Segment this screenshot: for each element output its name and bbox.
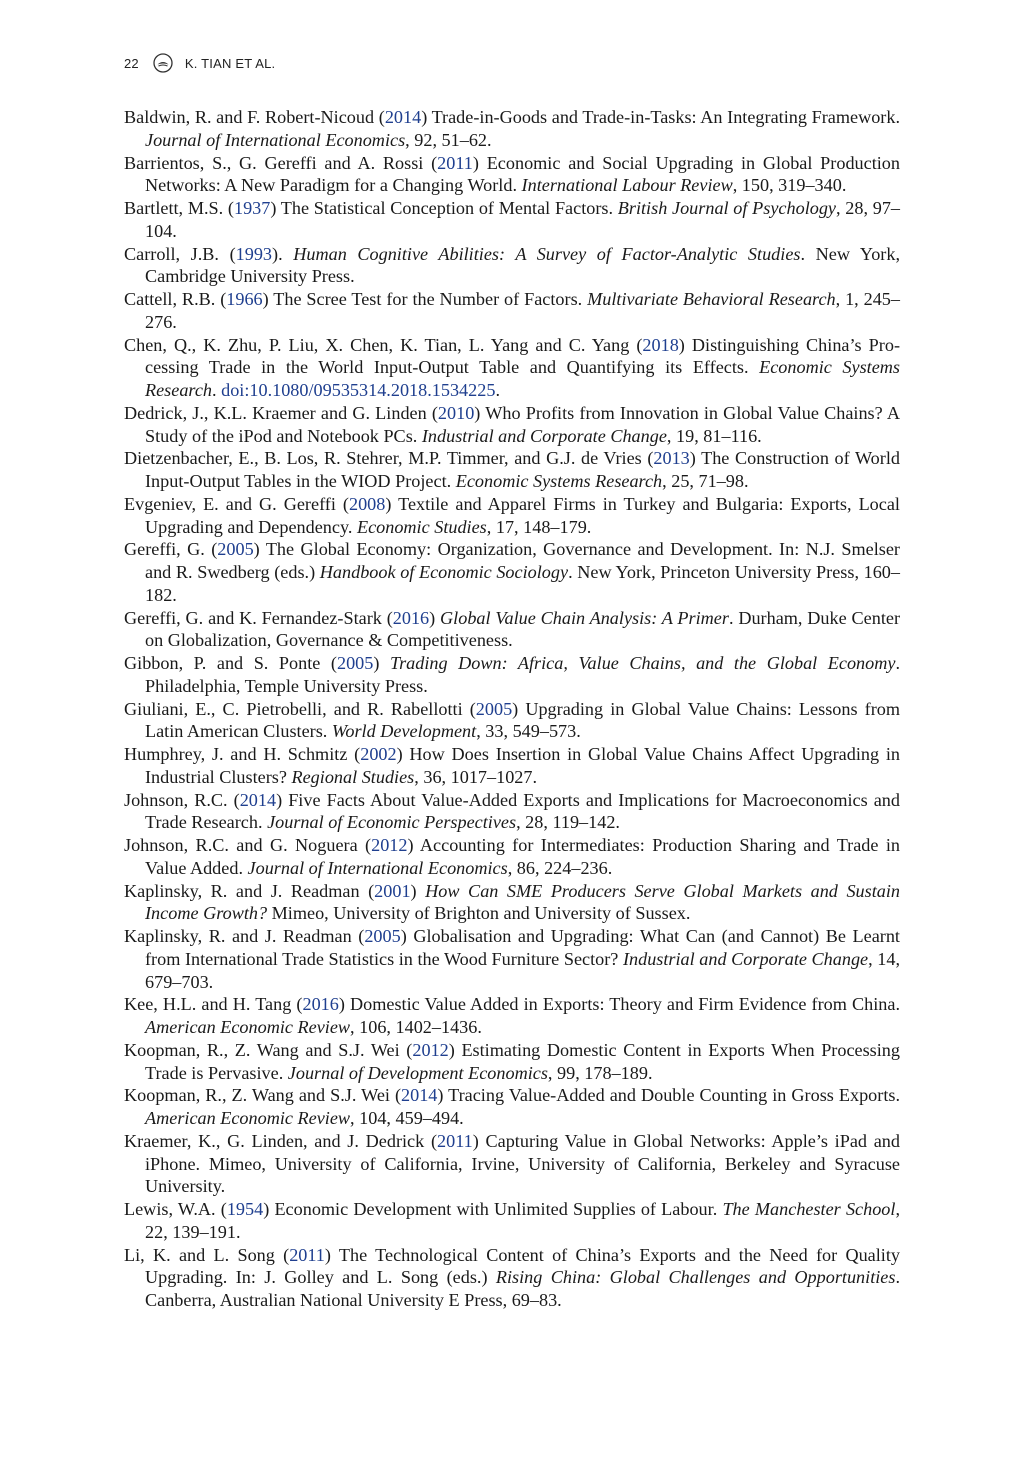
journal-logo-icon <box>153 53 173 73</box>
reference-authors: Carroll, J.B. ( <box>124 243 236 264</box>
reference-year-link[interactable]: 2018 <box>642 334 679 355</box>
reference-title: ) Estimating Domestic Content in Exports When Processing Trade is Pervasive. <box>145 1039 900 1083</box>
reference-source: Handbook of Economic Sociology <box>319 562 569 582</box>
reference-title: ) Capturing Value in Global Networks: Apple’s iPad and iPhone. Mimeo, University of California, Irvine, University of California, Berkeley and Syracuse University. <box>145 1130 900 1197</box>
reference-entry <box>124 1084 900 1130</box>
reference-year-link[interactable]: 1966 <box>226 289 263 309</box>
reference-authors: Gibbon, P. and S. Ponte ( <box>124 653 337 673</box>
reference-details: , 33, 549–573. <box>476 721 581 742</box>
reference-title: ) The Technological Content of China’s Exports and the Need for Quality Upgrading. In: J. Golley and L. Song (eds.) <box>145 1244 900 1288</box>
reference-details: . New York, Cambridge University Press. <box>145 243 901 287</box>
reference-details: , 106, 1402–1436. <box>350 1017 482 1037</box>
reference-entry <box>124 1039 900 1085</box>
reference-entry <box>124 402 900 448</box>
reference-title: ) The Statistical Conception of Mental Factors. <box>270 198 618 218</box>
reference-authors: Barrientos, S., G. Gereffi and A. Rossi ( <box>124 152 438 173</box>
reference-source: Trading Down: Africa, Value Chains, and the Global Economy <box>389 653 896 673</box>
reference-end: . <box>495 380 500 400</box>
reference-year-link[interactable]: 2005 <box>364 926 401 946</box>
reference-details: , 92, 51–62. <box>405 129 492 150</box>
page-number: 22 <box>124 55 139 71</box>
reference-details: , 22, 139–191. <box>145 1199 900 1242</box>
reference-year-link[interactable]: 2005 <box>217 539 254 560</box>
reference-year-link[interactable]: 2014 <box>239 789 277 810</box>
reference-authors: Cattell, R.B. ( <box>124 289 227 309</box>
reference-year-link[interactable]: 2010 <box>437 402 475 423</box>
reference-source: Economic Systems Research <box>145 357 900 400</box>
reference-details: , 104, 459–494. <box>350 1108 464 1128</box>
reference-authors: Gereffi, G. ( <box>124 539 218 560</box>
reference-source: International Labour Review <box>521 175 733 196</box>
reference-year-link[interactable]: 2016 <box>392 607 430 628</box>
reference-details: , 25, 71–98. <box>662 471 749 491</box>
running-head <box>124 50 275 76</box>
reference-authors: Johnson, R.C. and G. Noguera ( <box>124 835 372 855</box>
reference-authors: Kraemer, K., G. Linden, and J. Dedrick ( <box>124 1130 438 1151</box>
reference-authors: Koopman, R., Z. Wang and S.J. Wei ( <box>124 1085 402 1106</box>
reference-year-link[interactable]: 2011 <box>437 152 473 173</box>
reference-year-link[interactable]: 2014 <box>384 107 422 127</box>
reference-details: . Durham, Duke Center on Globalization, Governance & Competitiveness. <box>145 607 901 651</box>
reference-source: American Economic Review <box>145 1017 351 1037</box>
reference-year-link[interactable]: 2002 <box>360 744 397 764</box>
reference-source: World Development <box>331 721 477 742</box>
reference-authors: Dietzenbacher, E., B. Los, R. Stehrer, M.P. Timmer, and G.J. de Vries ( <box>124 448 654 469</box>
reference-source: British Journal of Psychology <box>617 198 837 218</box>
reference-entry <box>124 538 900 606</box>
reference-year-link[interactable]: 2013 <box>653 448 690 469</box>
reference-year-link[interactable]: 2014 <box>401 1085 438 1106</box>
reference-details: , 99, 178–189. <box>547 1062 653 1083</box>
reference-title: ) Distinguishing China’s Processing Trade in the World Input-Output Table and Quantifying its Effects. <box>145 334 900 378</box>
reference-details: , 36, 1017–1027. <box>414 766 538 787</box>
reference-year-link[interactable]: 2005 <box>336 653 374 673</box>
reference-year-link[interactable]: 2005 <box>475 698 513 719</box>
reference-authors: Humphrey, J. and H. Schmitz ( <box>124 744 361 764</box>
reference-year-link[interactable]: 2016 <box>302 994 339 1015</box>
reference-year-link[interactable]: 2012 <box>412 1039 449 1060</box>
reference-details: , 28, 97–104. <box>145 198 901 241</box>
reference-entry <box>124 698 900 744</box>
reference-source: Journal of Economic Perspectives <box>267 812 517 833</box>
reference-entry <box>124 880 900 926</box>
reference-authors: Li, K. and L. Song ( <box>124 1244 290 1265</box>
reference-source: American Economic Review <box>145 1108 351 1128</box>
reference-entry <box>124 1198 900 1244</box>
reference-doi-link[interactable]: doi:10.1080/09535314.2018.1534225 <box>221 380 496 400</box>
reference-title: ) The Global Economy: Organization, Governance and Development. In: N.J. Smelser and R. Swedberg (eds.) <box>145 539 900 582</box>
reference-title: ) How Does Insertion in Global Value Chains Affect Upgrading in Industrial Clusters? <box>145 744 900 787</box>
reference-list <box>124 106 900 1312</box>
reference-title: ) The Construction of World Input-Output Tables in the WIOD Project. <box>145 448 900 491</box>
reference-entry <box>124 925 900 993</box>
reference-year-link[interactable]: 1937 <box>233 198 271 218</box>
reference-source: Regional Studies <box>291 766 415 787</box>
reference-entry <box>124 243 900 289</box>
reference-source: Journal of International Economics <box>247 857 508 878</box>
reference-authors: Kee, H.L. and H. Tang ( <box>124 994 303 1015</box>
reference-title: ) The Scree Test for the Number of Factors. <box>262 289 588 309</box>
reference-source: Rising China: Global Challenges and Opportunities <box>495 1267 896 1288</box>
reference-source: Journal of International Economics <box>145 129 406 150</box>
reference-title: ) <box>373 653 390 673</box>
reference-details: Mimeo, University of Brighton and University of Sussex. <box>267 903 691 924</box>
reference-details: , 1, 245–276. <box>145 289 900 332</box>
reference-authors: Kaplinsky, R. and J. Readman ( <box>124 926 365 946</box>
reference-source: Multivariate Behavioral Research <box>587 289 836 309</box>
running-head-authors: K. TIAN ET AL. <box>184 55 276 71</box>
reference-authors: Giuliani, E., C. Pietrobelli, and R. Rabellotti ( <box>124 698 476 719</box>
reference-title: ) Globalisation and Upgrading: What Can (and Cannot) Be Learnt from International Trade Statistics in the Wood Furniture Sector? <box>145 926 900 969</box>
reference-entry <box>124 834 900 880</box>
reference-source: Economic Studies <box>356 516 487 537</box>
reference-year-link[interactable]: 2001 <box>374 880 411 901</box>
reference-source: The Manchester School <box>722 1199 896 1219</box>
reference-entry <box>124 607 900 653</box>
reference-authors: Gereffi, G. and K. Fernandez-Stark ( <box>124 607 393 628</box>
reference-entry <box>124 197 900 243</box>
reference-authors: Kaplinsky, R. and J. Readman ( <box>124 880 375 901</box>
reference-details: , 150, 319–340. <box>732 175 847 196</box>
reference-details: . New York, Princeton University Press, 160–182. <box>145 562 900 605</box>
reference-entry <box>124 993 900 1039</box>
reference-title: ) <box>410 880 426 901</box>
reference-entry <box>124 1244 900 1312</box>
reference-source: How Can SME Producers Serve Global Markets and Sustain Income Growth? <box>145 880 900 924</box>
reference-authors: Koopman, R., Z. Wang and S.J. Wei ( <box>124 1039 413 1060</box>
reference-authors: Evgeniev, E. and G. Gereffi ( <box>124 493 349 514</box>
reference-source: Global Value Chain Analysis: A Primer <box>440 607 729 628</box>
reference-entry <box>124 1130 900 1198</box>
reference-title: ) Tracing Value-Added and Double Counting in Gross Exports. <box>437 1085 900 1106</box>
reference-source: Industrial and Corporate Change <box>622 948 869 969</box>
reference-source: Economic Systems Research <box>455 471 663 491</box>
reference-authors: Lewis, W.A. ( <box>124 1199 227 1219</box>
reference-entry <box>124 152 900 198</box>
reference-title: ) <box>429 607 441 628</box>
reference-entry <box>124 447 900 493</box>
reference-details: . Philadelphia, Temple University Press. <box>145 653 900 696</box>
reference-year-link[interactable]: 2011 <box>437 1130 473 1151</box>
reference-source: Human Cognitive Abilities: A Survey of Factor-Analytic Studies <box>293 243 801 264</box>
reference-entry <box>124 493 900 539</box>
reference-authors: Chen, Q., K. Zhu, P. Liu, X. Chen, K. Tian, L. Yang and C. Yang ( <box>124 334 643 355</box>
reference-details: . Canberra, Australian National University E Press, 69–83. <box>145 1267 900 1310</box>
reference-year-link[interactable]: 1993 <box>235 243 273 264</box>
reference-title: ) Textile and Apparel Firms in Turkey and Bulgaria: Exports, Local Upgrading and Dependency. <box>145 493 900 537</box>
reference-authors: Bartlett, M.S. ( <box>124 198 234 218</box>
reference-details: , 86, 224–236. <box>507 857 613 878</box>
reference-details: , 28, 119–142. <box>516 812 620 833</box>
reference-title: ) Economic and Social Upgrading in Global Production Networks: A New Paradigm for a Changing World. <box>145 152 900 196</box>
reference-details: , 17, 148–179. <box>486 516 592 537</box>
reference-year-link[interactable]: 2008 <box>348 493 386 514</box>
reference-title: ) Trade-in-Goods and Trade-in-Tasks: An Integrating Framework. <box>421 107 900 127</box>
reference-entry <box>124 334 900 402</box>
reference-entry <box>124 789 900 835</box>
reference-entry <box>124 106 900 152</box>
reference-title: ) Accounting for Intermediates: Production Sharing and Trade in Value Added. <box>145 835 900 878</box>
reference-entry <box>124 652 900 698</box>
reference-authors: Dedrick, J., K.L. Kraemer and G. Linden ( <box>124 402 438 423</box>
reference-authors: Johnson, R.C. ( <box>124 789 240 810</box>
reference-authors: Baldwin, R. and F. Robert-Nicoud ( <box>124 107 385 127</box>
reference-source: Industrial and Corporate Change <box>421 425 667 446</box>
reference-year-link[interactable]: 2012 <box>371 835 408 855</box>
reference-entry <box>124 743 900 789</box>
reference-year-link[interactable]: 2011 <box>289 1244 325 1265</box>
reference-title: ) Upgrading in Global Value Chains: Lessons from Latin American Clusters. <box>145 698 900 742</box>
reference-details: , 19, 81–116. <box>666 425 762 446</box>
reference-details: , 14, 679–703. <box>145 948 900 992</box>
reference-year-link[interactable]: 1954 <box>226 1199 264 1219</box>
reference-title: ) Five Facts About Value-Added Exports and Implications for Macroeconomics and Trade Research. <box>145 789 900 833</box>
reference-entry <box>124 288 900 334</box>
reference-title: ). <box>272 243 294 264</box>
reference-title: ) Domestic Value Added in Exports: Theory and Firm Evidence from China. <box>338 994 900 1015</box>
reference-title: ) Economic Development with Unlimited Supplies of Labour. <box>263 1199 723 1219</box>
reference-title: ) Who Profits from Innovation in Global Value Chains? A Study of the iPod and Notebook PCs. <box>145 402 900 446</box>
reference-source: Journal of Development Economics <box>287 1062 548 1083</box>
reference-details: . <box>212 380 222 400</box>
